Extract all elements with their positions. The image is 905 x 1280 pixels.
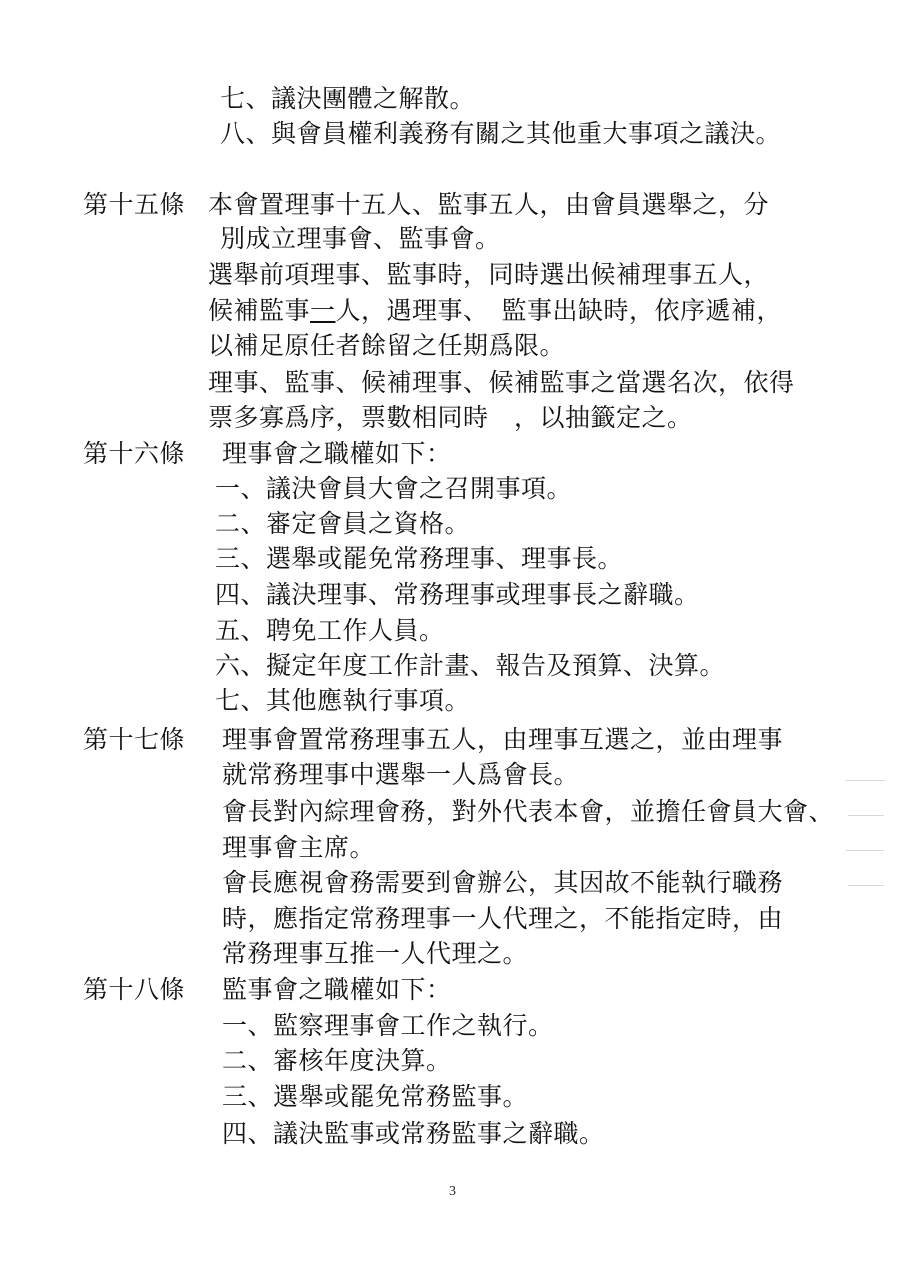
page-number: 3 [449, 1184, 456, 1199]
article-17-line-5: 會長應視會務需要到會辦公，其因故不能執行職務 [222, 868, 784, 897]
article-15-line-4-b: 人，遇理事、 監事出缺時，依序遞補， [335, 296, 783, 325]
article-15-line-2: 別成立理事會、監事會。 [220, 224, 501, 253]
article-17-line-1: 理事會置常務理事五人，由理事互選之，並由理事 [222, 725, 784, 754]
article-15-line-6: 理事、監事、候補理事、候補監事之當選名次，依得 [208, 368, 795, 397]
scan-artifact [848, 815, 884, 816]
article-16-item-6: 六、擬定年度工作計畫、報告及預算、決算。 [215, 651, 726, 680]
scan-artifact [846, 850, 884, 851]
scan-artifact [848, 885, 884, 886]
article-15-line-7: 票多寡爲序，票數相同時 ，以抽籤定之。 [208, 403, 693, 432]
article-16-item-7: 七、其他應執行事項。 [215, 686, 471, 715]
article-18-item-1: 一、監察理事會工作之執行。 [222, 1011, 554, 1040]
article-16-item-4: 四、議決理事、常務理事或理事長之辭職。 [215, 580, 700, 609]
article-17-line-7: 常務理事互推一人代理之。 [222, 939, 529, 968]
article-15-line-5: 以補足原任者餘留之任期爲限。 [208, 331, 566, 360]
article-17-line-2: 就常務理事中選舉一人爲會長。 [222, 760, 580, 789]
article-18-item-2: 二、審核年度決算。 [222, 1046, 452, 1075]
intro-line-1: 七、議決團體之解散。 [220, 84, 476, 113]
article-16-item-5: 五、聘免工作人員。 [215, 616, 445, 645]
scan-artifact [845, 780, 885, 781]
article-16-item-2: 二、審定會員之資格。 [215, 509, 471, 538]
article-17-label: 第十七條 [83, 725, 186, 754]
article-18-item-4: 四、議決監事或常務監事之辭職。 [222, 1119, 605, 1148]
intro-line-2: 八、與會員權利義務有關之其他重大事項之議決。 [220, 119, 782, 148]
article-17-line-4: 理事會主席。 [222, 833, 376, 862]
article-16-line-1: 理事會之職權如下： [222, 439, 452, 468]
article-16-item-3: 三、選舉或罷免常務理事、理事長。 [215, 544, 624, 573]
article-15-line-4-a: 候補監事 [208, 296, 311, 325]
article-18-item-3: 三、選舉或罷免常務監事。 [222, 1082, 529, 1111]
article-18-label: 第十八條 [83, 975, 186, 1004]
article-17-line-3: 會長對內綜理會務，對外代表本會，並擔任會員大會、 [222, 797, 835, 826]
article-16-item-1: 一、議決會員大會之召開事項。 [215, 474, 573, 503]
article-15-line-1: 本會置理事十五人、監事五人，由會員選舉之，分 [208, 190, 770, 219]
article-15-line-4-underlined: 一 [310, 296, 336, 325]
article-16-label: 第十六條 [83, 439, 186, 468]
article-15-line-4 [208, 294, 782, 328]
article-17-line-6: 時，應指定常務理事一人代理之，不能指定時，由 [222, 904, 784, 933]
article-15-line-3: 選舉前項理事、監事時，同時選出候補理事五人， [208, 260, 770, 289]
article-18-line-1: 監事會之職權如下： [222, 975, 452, 1004]
article-15-label: 第十五條 [83, 190, 186, 219]
